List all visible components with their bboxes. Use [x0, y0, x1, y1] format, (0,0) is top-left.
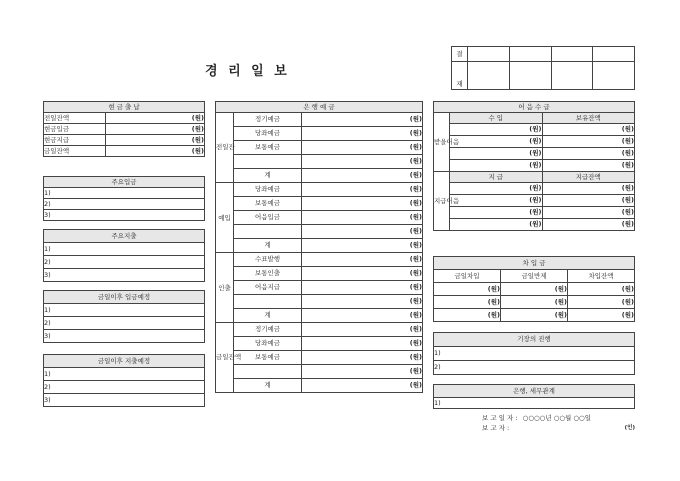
reporter-label: 보 고 자 : [482, 424, 510, 432]
approval-sign[interactable] [509, 62, 551, 90]
report-date [482, 414, 591, 423]
progress-table [433, 332, 635, 375]
cash-label: 전일잔액 [44, 113, 106, 124]
cash-label: 금일잔액 [44, 146, 106, 157]
bank-item-value[interactable]: (원) [302, 351, 423, 365]
bills-value[interactable]: (원) [450, 207, 543, 219]
tax-row[interactable]: 1) [434, 398, 635, 409]
bills-value[interactable]: (원) [542, 207, 635, 219]
bank-item-label: 정기예금 [234, 113, 302, 127]
bank-item-value[interactable]: (원) [302, 127, 423, 141]
loan-value[interactable]: (원) [568, 296, 635, 309]
approval-box [451, 46, 635, 90]
future-expense-row[interactable]: 2) [44, 381, 205, 394]
loan-value[interactable]: (원) [434, 309, 501, 322]
bills-pay-label: 지급어음 [434, 172, 450, 231]
future-income-table [43, 290, 205, 343]
bank-item-value[interactable]: (원) [302, 141, 423, 155]
approval-cell[interactable] [593, 47, 635, 62]
bank-item-value[interactable]: (원) [302, 225, 423, 239]
progress-title: 기장의 진행 [434, 333, 635, 347]
bills-value[interactable]: (원) [450, 183, 543, 195]
bank-item-label: 당좌예금 [234, 127, 302, 141]
future-income-row[interactable]: 3) [44, 330, 205, 343]
cash-title: 현 금 출 납 [44, 102, 205, 113]
bank-item-label: 보통예금 [234, 351, 302, 365]
main-income-row[interactable]: 3) [44, 210, 205, 221]
cash-table [43, 101, 205, 157]
cash-label: 현금지급 [44, 135, 106, 146]
progress-row[interactable]: 1) [434, 347, 635, 361]
future-expense-row[interactable]: 3) [44, 394, 205, 407]
loan-value[interactable]: (원) [568, 309, 635, 322]
bills-title: 어 음 수 급 [434, 102, 635, 113]
bank-total-label: 계 [234, 239, 302, 253]
approval-sign[interactable] [551, 62, 593, 90]
page-title: 경 리 일 보 [205, 64, 290, 79]
bills-value[interactable]: (원) [450, 219, 543, 231]
loan-value[interactable]: (원) [501, 283, 568, 296]
bank-item-label[interactable] [234, 225, 302, 239]
bank-item-label: 정기예금 [234, 323, 302, 337]
approval-cell[interactable] [468, 47, 510, 62]
bank-total-label: 계 [234, 169, 302, 183]
bank-item-value[interactable]: (원) [302, 197, 423, 211]
future-income-title: 금일이후 입금예정 [44, 291, 205, 304]
loan-value[interactable]: (원) [434, 296, 501, 309]
main-expense-title: 주요지출 [44, 230, 205, 243]
bills-col-header: 지 급 [450, 172, 543, 183]
loan-value[interactable]: (원) [501, 309, 568, 322]
loan-title: 차 입 금 [434, 257, 635, 270]
reporter [482, 424, 635, 433]
bank-item-label: 당좌예금 [234, 337, 302, 351]
bank-item-value[interactable]: (원) [302, 113, 423, 127]
bank-total-value[interactable]: (원) [302, 309, 423, 323]
bills-value[interactable]: (원) [450, 195, 543, 207]
loan-value[interactable]: (원) [501, 296, 568, 309]
bank-item-value[interactable]: (원) [302, 253, 423, 267]
main-expense-row[interactable]: 2) [44, 256, 205, 269]
bills-col-header: 지급잔액 [542, 172, 635, 183]
bank-item-label: 어음입금 [234, 211, 302, 225]
cash-value[interactable]: (원) [106, 146, 205, 157]
bank-deposit-table [215, 101, 423, 393]
bills-value[interactable]: (원) [450, 148, 543, 160]
future-income-row[interactable]: 2) [44, 317, 205, 330]
main-expense-table [43, 229, 205, 282]
bank-total-value[interactable]: (원) [302, 169, 423, 183]
loan-table [433, 256, 635, 322]
bank-item-value[interactable]: (원) [302, 211, 423, 225]
bills-value[interactable]: (원) [542, 148, 635, 160]
future-expense-title: 금일이후 지출예정 [44, 355, 205, 368]
bank-item-value[interactable]: (원) [302, 281, 423, 295]
approval-cell[interactable] [509, 47, 551, 62]
loan-col-header: 금일반제 [501, 270, 568, 283]
cash-value[interactable]: (원) [106, 124, 205, 135]
loan-value[interactable]: (원) [568, 283, 635, 296]
bank-item-value[interactable]: (원) [302, 323, 423, 337]
bank-item-label: 어음지급 [234, 281, 302, 295]
bank-group-label: 예입 [216, 183, 234, 253]
report-date-value[interactable]: ○○○○년 ○○월 ○○일 [522, 414, 591, 422]
approval-sign[interactable] [468, 62, 510, 90]
main-expense-row[interactable]: 3) [44, 269, 205, 282]
bills-col-header: 수 입 [450, 113, 543, 124]
tax-title: 은행, 세무관계 [434, 385, 635, 398]
bills-value[interactable]: (원) [542, 136, 635, 148]
progress-row[interactable]: 2) [434, 361, 635, 375]
loan-value[interactable]: (원) [434, 283, 501, 296]
bank-group-label: 인출 [216, 253, 234, 323]
bills-value[interactable]: (원) [450, 136, 543, 148]
cash-value[interactable]: (원) [106, 113, 205, 124]
bank-item-label[interactable] [234, 365, 302, 379]
tax-table [433, 384, 635, 409]
bank-item-value[interactable]: (원) [302, 183, 423, 197]
bank-item-label[interactable] [234, 155, 302, 169]
bank-item-label: 보통예금 [234, 197, 302, 211]
bank-total-label: 계 [234, 309, 302, 323]
bank-item-label: 수표발행 [234, 253, 302, 267]
future-expense-row[interactable]: 1) [44, 368, 205, 381]
bills-value[interactable]: (원) [450, 160, 543, 172]
loan-col-header: 차입잔액 [568, 270, 635, 283]
reporter-seal[interactable]: (인) [624, 425, 635, 431]
future-income-row[interactable]: 1) [44, 304, 205, 317]
approval-cell[interactable] [551, 47, 593, 62]
main-income-table [43, 176, 205, 221]
bank-total-value[interactable]: (원) [302, 379, 423, 393]
main-income-row[interactable]: 1) [44, 188, 205, 199]
report-date-label: 보 고 일 자 : [482, 414, 518, 422]
bank-title: 은 행 예 금 [216, 102, 423, 113]
bank-item-label[interactable] [234, 295, 302, 309]
bills-value[interactable]: (원) [542, 124, 635, 136]
bills-table [433, 101, 635, 231]
bank-item-label: 보통예금 [234, 141, 302, 155]
bills-value[interactable]: (원) [542, 183, 635, 195]
approval-label-top: 결 [452, 47, 468, 62]
bills-value[interactable]: (원) [542, 195, 635, 207]
approval-label-bottom: 재 [452, 62, 468, 90]
cash-value[interactable]: (원) [106, 135, 205, 146]
main-expense-row[interactable]: 1) [44, 243, 205, 256]
loan-col-header: 금일차입 [434, 270, 501, 283]
main-income-row[interactable]: 2) [44, 199, 205, 210]
bank-item-value[interactable]: (원) [302, 365, 423, 379]
bank-item-value[interactable]: (원) [302, 267, 423, 281]
cash-label: 현금입금 [44, 124, 106, 135]
bank-item-value[interactable]: (원) [302, 295, 423, 309]
bills-value[interactable]: (원) [542, 160, 635, 172]
approval-sign[interactable] [593, 62, 635, 90]
bank-total-value[interactable]: (원) [302, 239, 423, 253]
future-expense-table [43, 354, 205, 407]
bank-group-label: 전일잔 [216, 113, 234, 183]
main-income-title: 주요입금 [44, 177, 205, 188]
bank-item-label: 보통인출 [234, 267, 302, 281]
bank-total-label: 계 [234, 379, 302, 393]
bank-item-value[interactable]: (원) [302, 337, 423, 351]
bank-item-value[interactable]: (원) [302, 155, 423, 169]
bills-value[interactable]: (원) [542, 219, 635, 231]
bills-col-header: 보유잔액 [542, 113, 635, 124]
bank-item-label: 당좌예금 [234, 183, 302, 197]
bills-recv-label: 받을어음 [434, 113, 450, 172]
bank-group-label: 금일잔액 [216, 323, 234, 393]
bills-value[interactable]: (원) [450, 124, 543, 136]
